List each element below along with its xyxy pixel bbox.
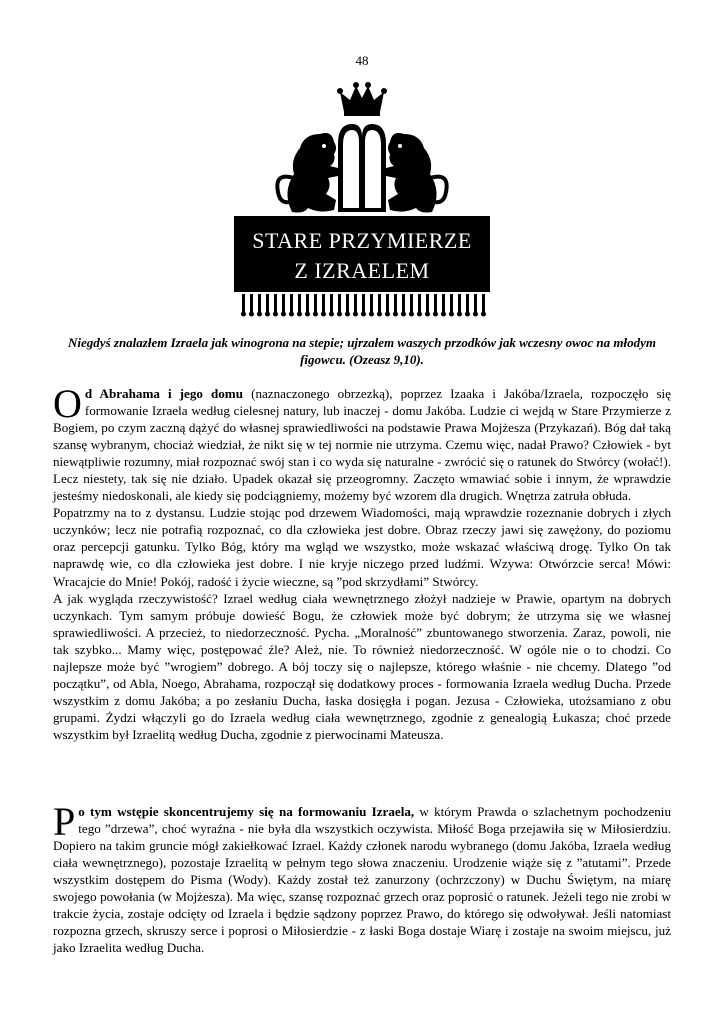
fringe-bead: [257, 312, 262, 317]
fringe-bead: [281, 312, 286, 317]
fringe-tassel: [330, 294, 333, 312]
fringe-tassel: [410, 294, 413, 312]
fringe-tassel: [282, 294, 285, 312]
fringe-bead: [265, 312, 270, 317]
section-1: [53, 381, 671, 743]
fringe-bead: [401, 312, 406, 317]
fringe-bead: [417, 312, 422, 317]
emblem-title-line-2: Z IZRAELEM: [294, 258, 430, 283]
fringe-tassel: [442, 294, 445, 312]
fringe-tassel: [314, 294, 317, 312]
section-1-lead: d Abrahama i jego domu: [84, 386, 244, 401]
fringe-bead: [337, 312, 342, 317]
fringe-bead: [433, 312, 438, 317]
fringe-tassel: [354, 294, 357, 312]
fringe-tassel: [386, 294, 389, 312]
emblem-title-line-1: STARE PRZYMIERZE: [252, 228, 472, 253]
fringe-tassel: [338, 294, 341, 312]
fringe-bead: [385, 312, 390, 317]
fringe-tassel: [306, 294, 309, 312]
section-1-paragraph-1: [53, 381, 671, 504]
fringe-tassel: [346, 294, 349, 312]
fringe-tassel: [474, 294, 477, 312]
fringe-tassel: [402, 294, 405, 312]
fringe-bead: [441, 312, 446, 317]
section-2-paragraph-1: [53, 799, 671, 956]
fringe-bead: [273, 312, 278, 317]
fringe-tassel: [378, 294, 381, 312]
section-2-text-1: w którym Prawda o szlachetnym pochodzeniu tego ”drzewa”, choć wyraźna - nie była dla wszystkich oczywista. Miłość Boga przejawiła się w Miłosierdziu. Dopiero na takim gruncie mógł zakiełkować Izrael. Każdy członek narodu wybranego (domu Jakóba, Izraela według ciała wewnętrznego), pozostaje Izraelitą w pełnym tego słowa znaczeniu. Urodzenie wiąże się z ”atutami”. Przede wszystkim dostępem do Pisma (Wody). Każdy został też zanurzony (ochrzczony) w Duchu Świętym, na miarę swojego powołania (w Mojżesza). Ma więc, szansę rozpoznać grzech oraz poprosić o ratunek. Jeżeli tego nie zrobi w trakcie życia, zostaje odcięty od Izraela i będzie sądzony poprzez Prawo, do którego się odwoływał. Jeśli natomiast rozpozna grzech, skruszy serce i poprosi o Miłosierdzie - z łaski Boga dostaje Wiarę i zostaje na swoim miejscu, już jako Izraelita według Ducha.: [53, 804, 671, 956]
fringe-bead: [465, 312, 470, 317]
section-2-lead: o tym wstępie skoncentrujemy się na formowaniu Izraela,: [78, 804, 415, 819]
epigraph: Niegdyś znalazłem Izraela jak winogrona na stepie; ujrzałem waszych przodków jak wczesny owoc na młodym figowcu. (Ozeasz 9,10).: [68, 335, 656, 367]
fringe-tassel: [362, 294, 365, 312]
fringe-bead: [249, 312, 254, 317]
fringe-bead: [393, 312, 398, 317]
fringe-tassel: [266, 294, 269, 312]
section-2: [53, 799, 671, 956]
fringe-bead: [321, 312, 326, 317]
fringe-bead: [457, 312, 462, 317]
fringe-tassel: [458, 294, 461, 312]
fringe-bead: [241, 312, 246, 317]
fringe-tassel: [466, 294, 469, 312]
fringe-tassel: [370, 294, 373, 312]
fringe-bead: [449, 312, 454, 317]
fringe-bead: [409, 312, 414, 317]
fringe-bead: [329, 312, 334, 317]
page-number: 48: [355, 53, 369, 68]
section-1-paragraph-3: A jak wygląda rzeczywistość? Izrael według ciała wewnętrznego złożył nadzieje w Prawie, opartym na dobrych uczynkach. Tym samym próbuje dowieść Bogu, że człowiek może być dobrym; że utrzyma się we własnej sprawiedliwości. A przecież, to niedorzeczność. Pycha. „Moralność” zbuntowanego stworzenia. Zaraz, powoli, nie tak szybko... Mamy więc, postępować źle? Ależ, nie. To również niedorzeczność. W ogóle nie o to chodzi. Co najlepsze może być ”wrogiem” dobrego. A bój toczy się o najlepsze, którego właśnie - nie chcemy. Dlatego ”od początku”, od Abla, Noego, Abrahama, rozpoczął się dodatkowy proces - formowania Izraela według Ducha. Przede wszystkim z domu Jakóba; a po zesłaniu Ducha, łaska dosięgła i pogan. Jezusa - Człowieka, utożsamiano z obu grupami. Żydzi włączyli go do Izraela według ciała wewnętrznego, zgodnie z genealogią Łukasza; choć przede wszystkim był Izraelitą według Ducha, zgodnie z pierwocinami Mateusza.: [53, 590, 671, 742]
fringe-bead: [297, 312, 302, 317]
tablets-icon: [338, 124, 386, 212]
fringe-bead: [289, 312, 294, 317]
section-1-paragraph-2: Popatrzmy na to z dystansu. Ludzie stojąc pod drzewem Wiadomości, mają wprawdzie rozeznanie dobrych i złych uczynków; lecz nie potrafią rozpoznać, co dla człowieka jest dobre. Obraz rzeczy jawi się zawężony, do poziomu oraz percepcji gatunku. Tylko Bóg, który ma wgląd we wszystko, może wskazać właściwą drogę. Tylko On tak naprawdę wie, co dla człowieka jest dobre. I nie kryje niczego przed ludźmi. Wzywa: Otwórzcie serca! Mówi: Wracajcie do Mnie! Pokój, radość i życie wieczne, są ”pod skrzydłami” Stwórcy.: [53, 505, 671, 589]
fringe-tassel: [394, 294, 397, 312]
section-1-text-1: (naznaczonego obrzezką), poprzez Izaaka i Jakóba/Izraela, rozpoczęło się formowanie Izraela według cielesnej natury, lub inaczej - domu Jakóba. Ludzie ci wejdą w Stare Przymierze z Bogiem, po czym zaczną dążyć do własnej sprawiedliwości na podstawie Prawa Mojżesza (Przykazań). Bóg dał taką szansę wybranym, chociaż wiedział, że nikt się w tej normie nie utrzyma. Czemu więc, nadał Prawo? Człowiek - byt niewątpliwie rozumny, miał rozpoznać swój stan i co wyda się naturalne - zwrócić się o ratunek do Stwórcy (wołać!). Lecz niestety, tak się nie działo. Upadek okazał się przeogromny. Zaczęto wmawiać sobie i innym, że wprawdzie jesteśmy niedoskonali, ale kiedy się podciągniemy, możemy być wzorem dla drugich. Wnętrza zatruła obłuda.: [53, 386, 671, 504]
fringe-tassel: [274, 294, 277, 312]
fringe-tassel: [434, 294, 437, 312]
crown-icon: [337, 82, 387, 116]
fringe-tassel: [258, 294, 261, 312]
fringe-bead: [305, 312, 310, 317]
left-lion-icon: [277, 133, 338, 213]
dropcap-p: P: [53, 799, 76, 844]
emblem-logo: [234, 82, 490, 322]
fringe-bead: [353, 312, 358, 317]
fringe-bead: [481, 312, 486, 317]
fringe-bead: [425, 312, 430, 317]
fringe-bead: [369, 312, 374, 317]
fringe-tassel: [290, 294, 293, 312]
right-lion-icon: [386, 133, 447, 213]
fringe-tassel: [242, 294, 245, 312]
dropcap-o: O: [53, 381, 82, 426]
fringe-tassel: [450, 294, 453, 312]
fringe-tassel: [418, 294, 421, 312]
fringe-tassel: [322, 294, 325, 312]
fringe-bead: [377, 312, 382, 317]
fringe-bead: [473, 312, 478, 317]
fringe-bead: [345, 312, 350, 317]
fringe-bead: [361, 312, 366, 317]
fringe-bead: [313, 312, 318, 317]
emblem-fringe: [241, 294, 486, 317]
fringe-tassel: [298, 294, 301, 312]
fringe-tassel: [426, 294, 429, 312]
fringe-tassel: [482, 294, 485, 312]
fringe-tassel: [250, 294, 253, 312]
